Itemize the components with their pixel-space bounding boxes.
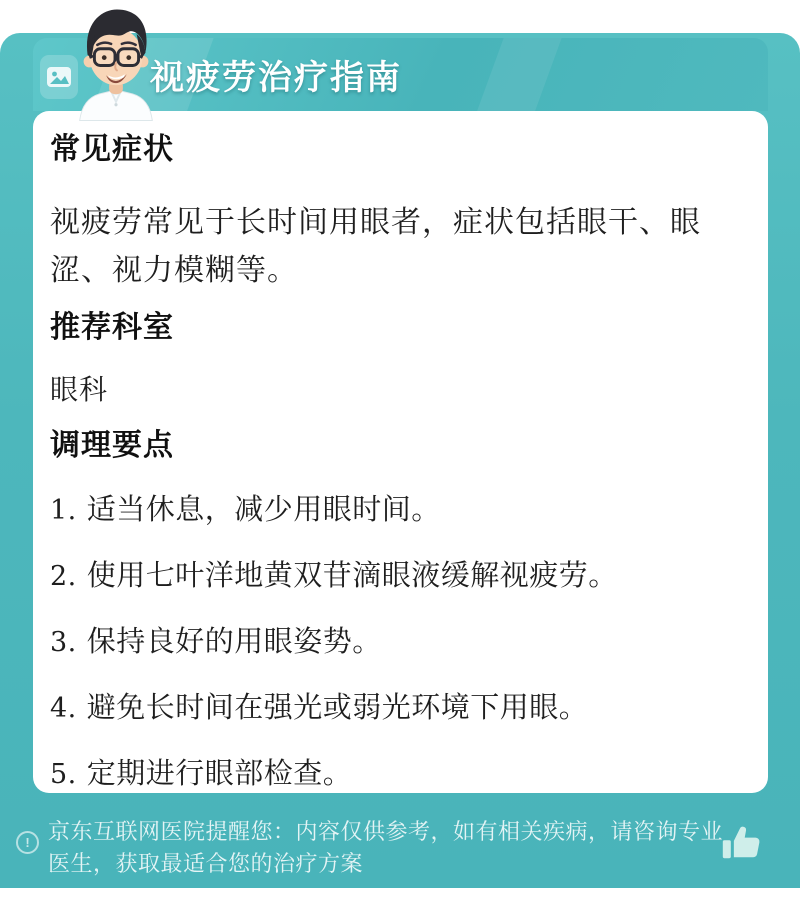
list-item-number: 1. [50, 495, 77, 526]
list-item-text: 适当休息，减少用眼时间。 [86, 494, 441, 526]
department-text: 眼科 [50, 374, 109, 405]
content-card [33, 111, 768, 793]
info-icon [16, 831, 39, 854]
teal-background-panel [0, 33, 800, 888]
section-heading-symptoms: 常见症状 [50, 133, 174, 166]
list-item-number: 2. [50, 561, 77, 592]
disclaimer-footer [16, 816, 784, 880]
list-item-text: 定期进行眼部检查。 [86, 758, 353, 790]
disclaimer-text: 京东互联网医院提醒您：内容仅供参考，如有相关疾病，请咨询专业医生，获取最适合您的治疗方案 [48, 819, 724, 876]
section-heading-department: 推荐科室 [50, 311, 174, 344]
list-item-text: 使用七叶洋地黄双苷滴眼液缓解视疲劳。 [86, 560, 618, 592]
list-item-number: 5. [50, 759, 77, 790]
list-item-text: 保持良好的用眼姿势。 [86, 626, 382, 658]
list-item [50, 755, 750, 794]
thumbs-up-icon[interactable] [720, 822, 766, 867]
list-item [50, 557, 750, 596]
banner-sheen [468, 38, 566, 111]
list-item-text: 避免长时间在强光或弱光环境下用眼。 [86, 692, 589, 724]
list-item [50, 491, 750, 530]
page-title: 视疲劳治疗指南 [150, 59, 402, 97]
list-item [50, 689, 750, 728]
list-item-number: 4. [50, 693, 77, 724]
info-glyph: ! [25, 835, 30, 850]
doctor-avatar [62, 7, 170, 121]
tips-list [50, 491, 750, 794]
symptoms-text: 视疲劳常见于长时间用眼者，症状包括眼干、眼涩、视力模糊等。 [50, 206, 701, 287]
section-heading-tips: 调理要点 [50, 429, 174, 462]
list-item [50, 623, 750, 662]
list-item-number: 3. [50, 627, 77, 658]
